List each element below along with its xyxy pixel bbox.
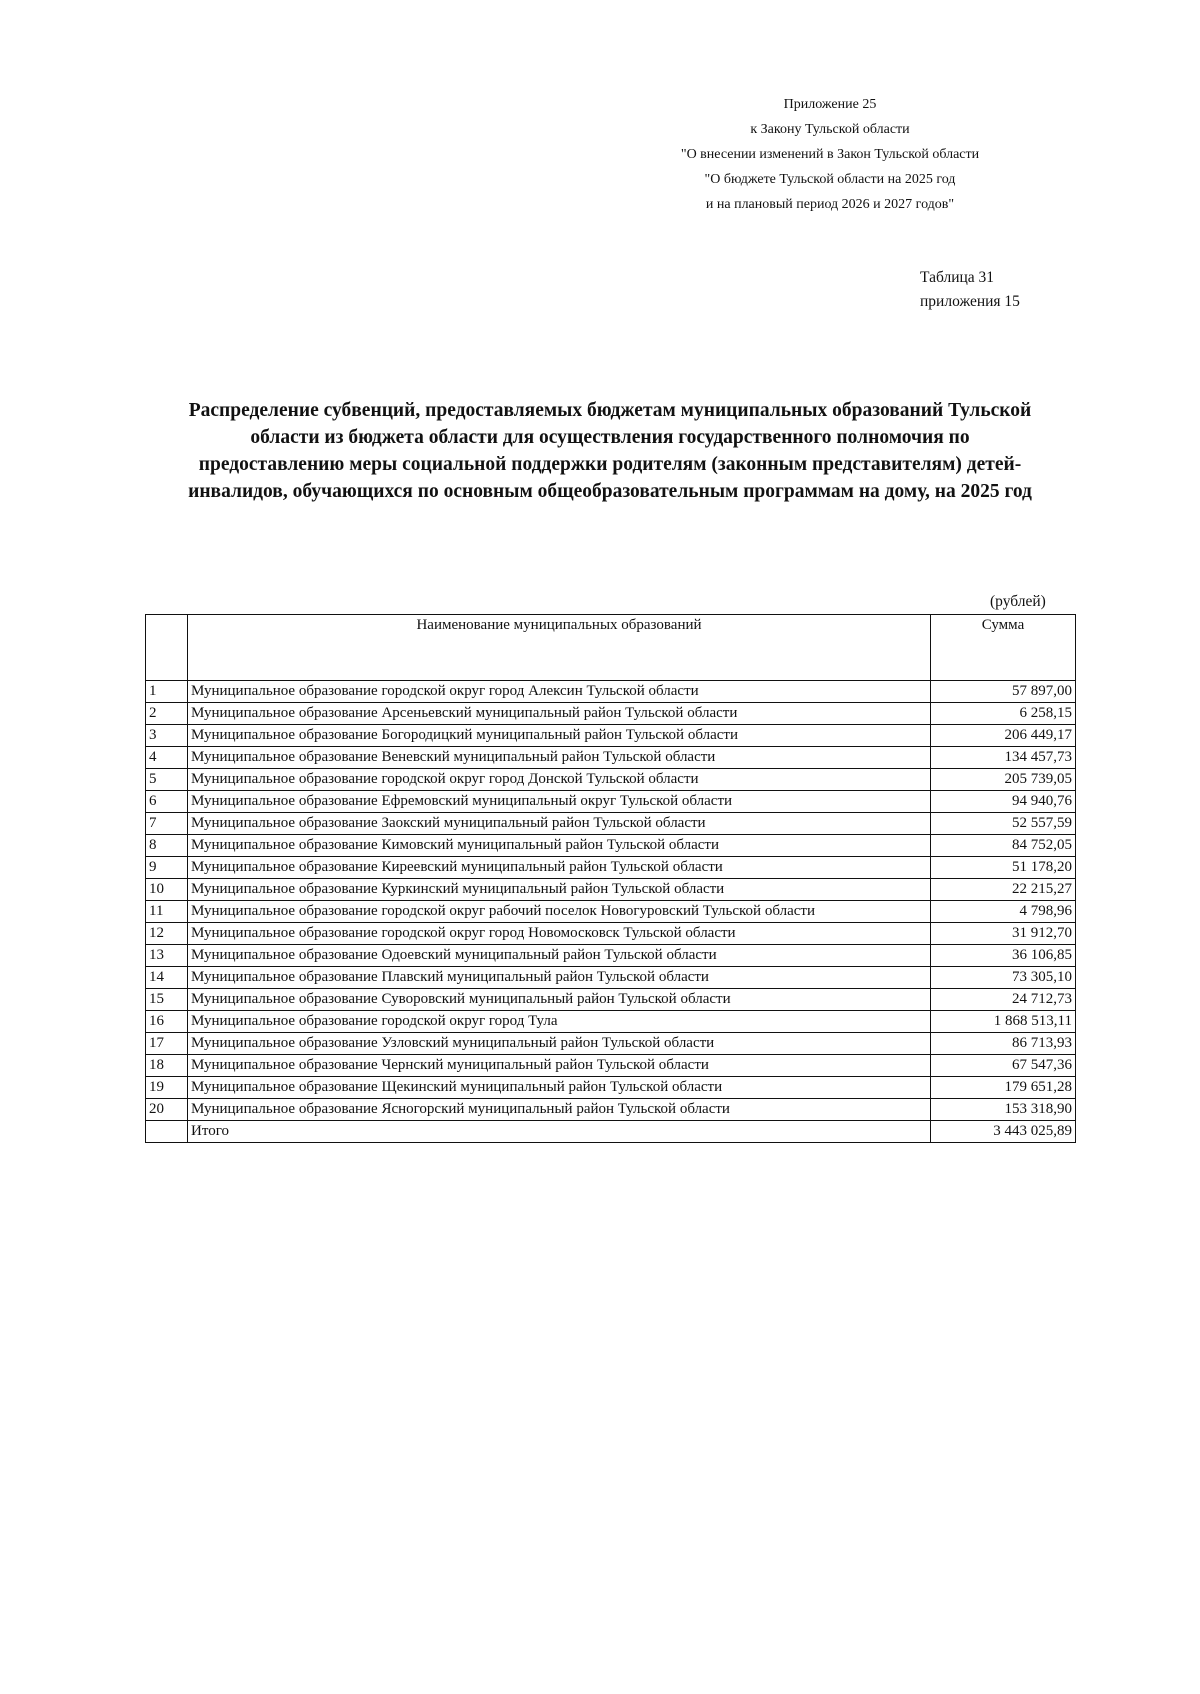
header-sum: Сумма <box>931 615 1076 681</box>
row-name: Муниципальное образование Одоевский муниципальный район Тульской области <box>188 945 931 967</box>
row-sum: 57 897,00 <box>931 681 1076 703</box>
units-label: (рублей) <box>990 593 1046 610</box>
row-name: Муниципальное образование городской округ город Донской Тульской области <box>188 769 931 791</box>
row-number: 18 <box>146 1055 188 1077</box>
table-row <box>146 1033 1076 1055</box>
row-name: Муниципальное образование Куркинский муниципальный район Тульской области <box>188 879 931 901</box>
table-row <box>146 901 1076 923</box>
row-number: 7 <box>146 813 188 835</box>
table-row <box>146 747 1076 769</box>
row-sum: 179 651,28 <box>931 1077 1076 1099</box>
appendix-reference <box>640 92 1020 217</box>
table-row <box>146 1077 1076 1099</box>
table-row <box>146 1099 1076 1121</box>
table-row <box>146 923 1076 945</box>
row-number: 9 <box>146 857 188 879</box>
total-number-cell <box>146 1121 188 1143</box>
table-row <box>146 1055 1076 1077</box>
row-number: 15 <box>146 989 188 1011</box>
row-number: 16 <box>146 1011 188 1033</box>
row-name: Муниципальное образование Ясногорский муниципальный район Тульской области <box>188 1099 931 1121</box>
table-row <box>146 791 1076 813</box>
row-sum: 36 106,85 <box>931 945 1076 967</box>
row-number: 19 <box>146 1077 188 1099</box>
title-line: инвалидов, обучающихся по основным общеобразовательным программам на дому, на 2025 год <box>188 481 1032 502</box>
table-row <box>146 835 1076 857</box>
row-sum: 1 868 513,11 <box>931 1011 1076 1033</box>
row-number: 10 <box>146 879 188 901</box>
row-name: Муниципальное образование Узловский муниципальный район Тульской области <box>188 1033 931 1055</box>
row-name: Муниципальное образование Веневский муниципальный район Тульской области <box>188 747 931 769</box>
table-row <box>146 703 1076 725</box>
document-title <box>130 397 1090 505</box>
row-sum: 84 752,05 <box>931 835 1076 857</box>
row-number: 13 <box>146 945 188 967</box>
appendix-line: "О внесении изменений в Закон Тульской области <box>680 147 980 162</box>
row-number: 5 <box>146 769 188 791</box>
table-row <box>146 1011 1076 1033</box>
row-name: Муниципальное образование Ефремовский муниципальный округ Тульской области <box>188 791 931 813</box>
row-name: Муниципальное образование городской округ город Алексин Тульской области <box>188 681 931 703</box>
row-sum: 51 178,20 <box>931 857 1076 879</box>
appendix-line: к Закону Тульской области <box>750 122 910 137</box>
row-name: Муниципальное образование городской округ город Новомосковск Тульской области <box>188 923 931 945</box>
total-label: Итого <box>188 1121 931 1143</box>
row-number: 20 <box>146 1099 188 1121</box>
table-row <box>146 725 1076 747</box>
row-number: 4 <box>146 747 188 769</box>
row-sum: 73 305,10 <box>931 967 1076 989</box>
row-sum: 52 557,59 <box>931 813 1076 835</box>
row-sum: 206 449,17 <box>931 725 1076 747</box>
row-sum: 205 739,05 <box>931 769 1076 791</box>
row-name: Муниципальное образование Чернский муниципальный район Тульской области <box>188 1055 931 1077</box>
table-row <box>146 989 1076 1011</box>
row-sum: 4 798,96 <box>931 901 1076 923</box>
row-sum: 22 215,27 <box>931 879 1076 901</box>
row-number: 12 <box>146 923 188 945</box>
table-header-row <box>146 615 1076 681</box>
appendix-line: "О бюджете Тульской области на 2025 год <box>704 172 956 187</box>
table-row <box>146 945 1076 967</box>
total-sum: 3 443 025,89 <box>931 1121 1076 1143</box>
table-ref-line: Таблица 31 <box>920 269 995 286</box>
row-name: Муниципальное образование Богородицкий муниципальный район Тульской области <box>188 725 931 747</box>
table-row <box>146 879 1076 901</box>
title-line: области из бюджета области для осуществления государственного полномочия по <box>250 427 970 448</box>
total-row <box>146 1121 1076 1143</box>
row-name: Муниципальное образование Суворовский муниципальный район Тульской области <box>188 989 931 1011</box>
row-number: 14 <box>146 967 188 989</box>
row-name: Муниципальное образование Заокский муниципальный район Тульской области <box>188 813 931 835</box>
row-sum: 6 258,15 <box>931 703 1076 725</box>
table-reference <box>920 266 1080 314</box>
header-name: Наименование муниципальных образований <box>188 615 931 681</box>
row-sum: 94 940,76 <box>931 791 1076 813</box>
row-number: 6 <box>146 791 188 813</box>
row-number: 1 <box>146 681 188 703</box>
row-name: Муниципальное образование Киреевский муниципальный район Тульской области <box>188 857 931 879</box>
row-sum: 31 912,70 <box>931 923 1076 945</box>
row-number: 3 <box>146 725 188 747</box>
row-number: 8 <box>146 835 188 857</box>
title-line: Распределение субвенций, предоставляемых бюджетам муниципальных образований Тульской <box>188 400 1032 421</box>
appendix-line: и на плановый период 2026 и 2027 годов" <box>705 197 955 212</box>
row-name: Муниципальное образование Кимовский муниципальный район Тульской области <box>188 835 931 857</box>
row-name: Муниципальное образование Арсеньевский муниципальный район Тульской области <box>188 703 931 725</box>
table-row <box>146 813 1076 835</box>
row-number: 11 <box>146 901 188 923</box>
row-name: Муниципальное образование городской округ город Тула <box>188 1011 931 1033</box>
row-name: Муниципальное образование городской округ рабочий поселок Новогуровский Тульской области <box>188 901 931 923</box>
table-row <box>146 857 1076 879</box>
row-sum: 67 547,36 <box>931 1055 1076 1077</box>
subventions-table <box>145 614 1076 1143</box>
title-line: предоставлению меры социальной поддержки родителям (законным представителям) детей- <box>198 454 1022 475</box>
row-name: Муниципальное образование Щекинский муниципальный район Тульской области <box>188 1077 931 1099</box>
table-row <box>146 967 1076 989</box>
row-number: 17 <box>146 1033 188 1055</box>
row-number: 2 <box>146 703 188 725</box>
table-body <box>146 681 1076 1143</box>
header-number <box>146 615 188 681</box>
table-row <box>146 681 1076 703</box>
table-ref-line: приложения 15 <box>920 293 1020 310</box>
row-sum: 153 318,90 <box>931 1099 1076 1121</box>
row-name: Муниципальное образование Плавский муниципальный район Тульской области <box>188 967 931 989</box>
appendix-line: Приложение 25 <box>783 97 877 112</box>
row-sum: 24 712,73 <box>931 989 1076 1011</box>
row-sum: 134 457,73 <box>931 747 1076 769</box>
row-sum: 86 713,93 <box>931 1033 1076 1055</box>
table-row <box>146 769 1076 791</box>
